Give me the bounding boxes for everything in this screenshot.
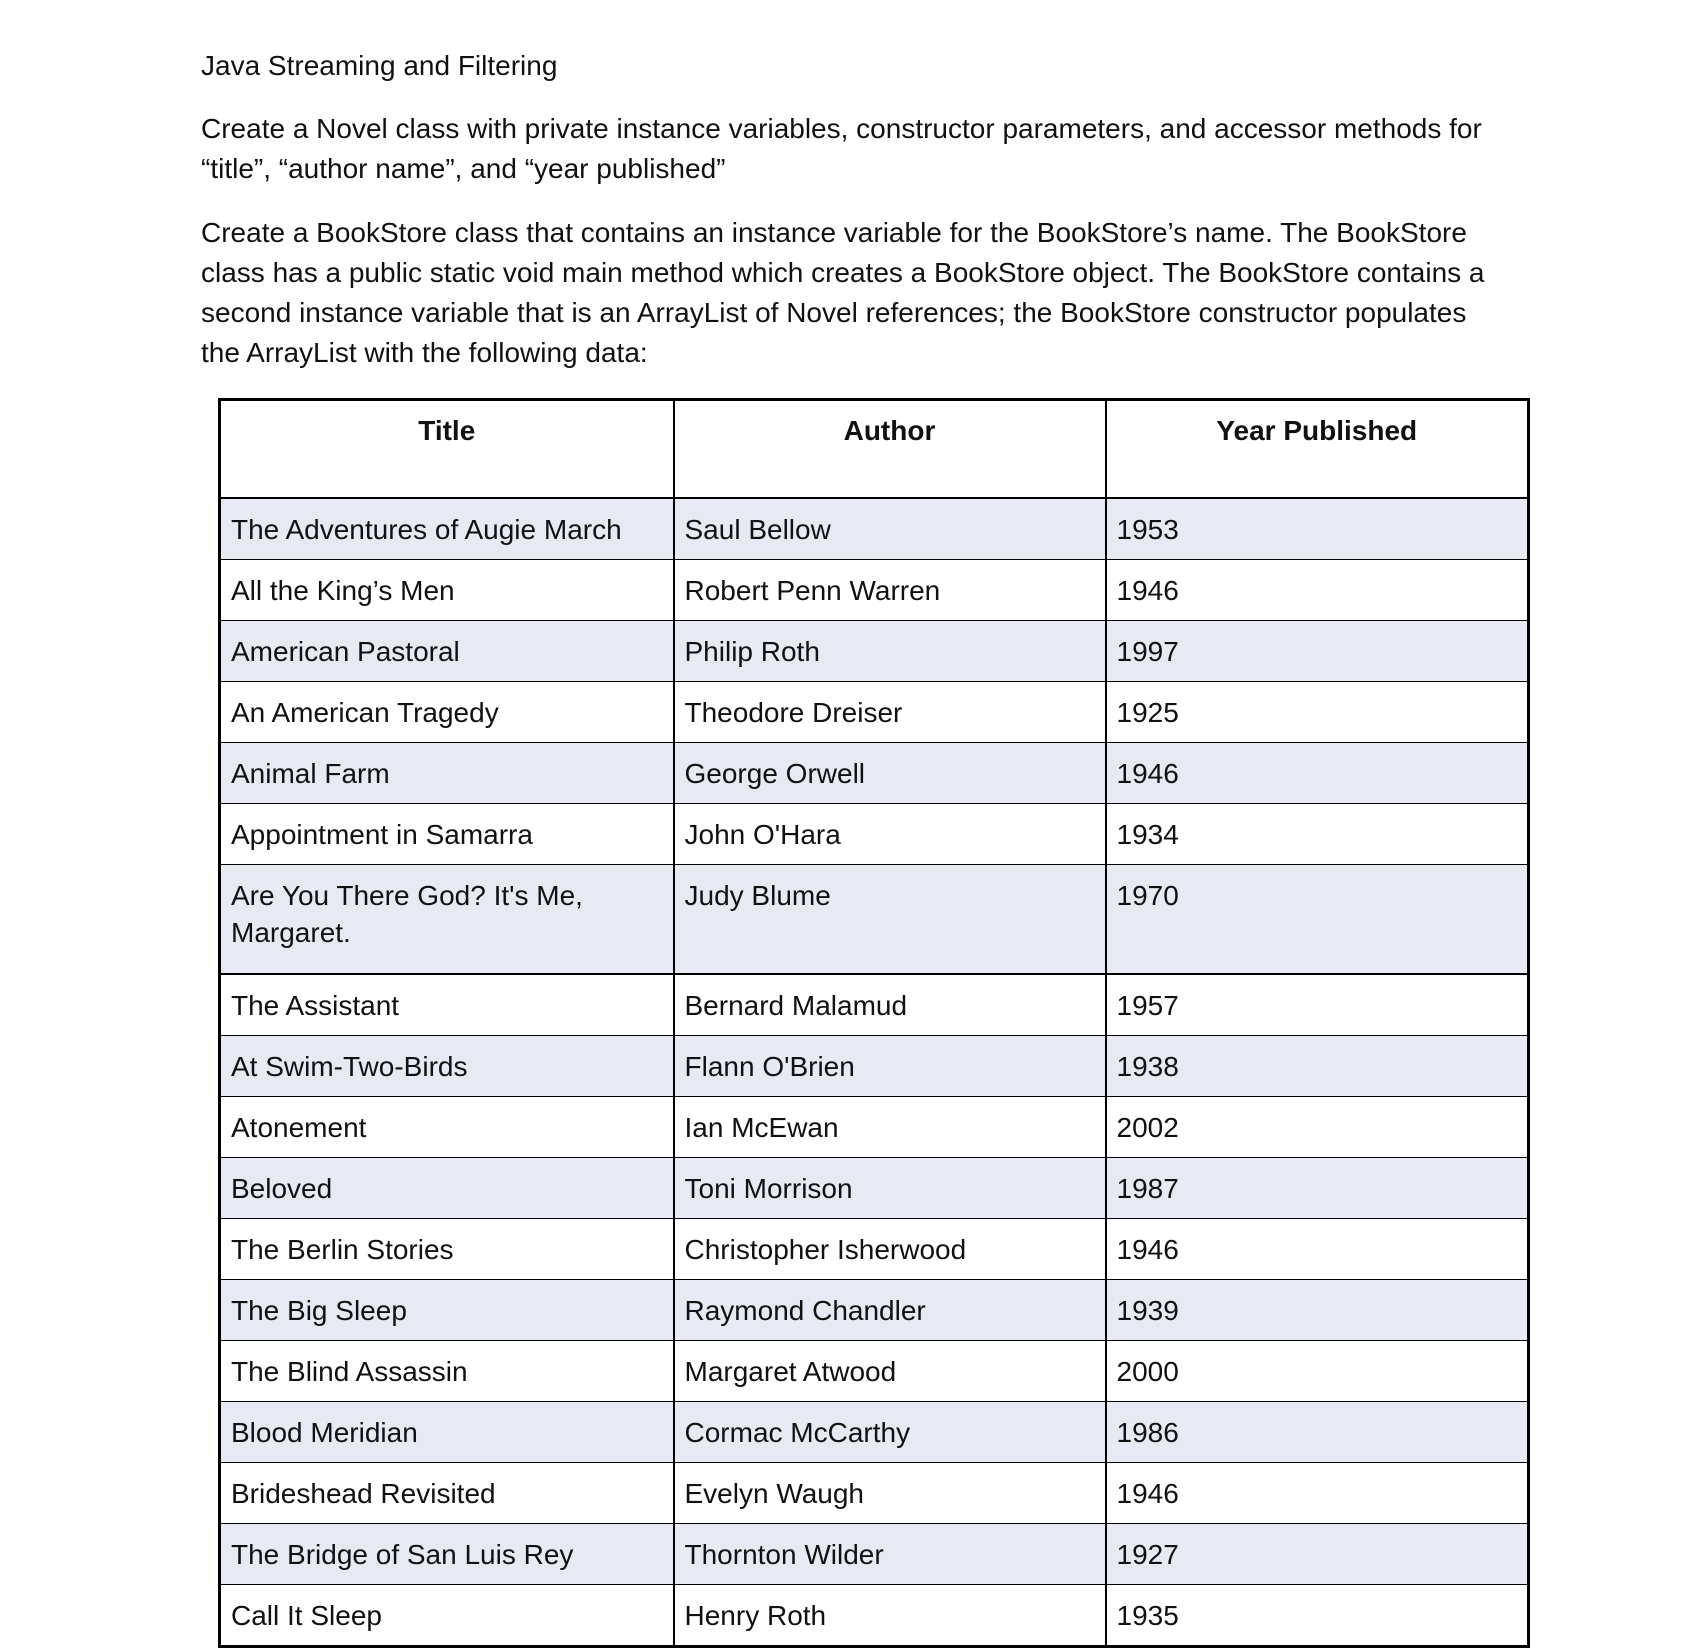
cell-year: 1946 — [1106, 1463, 1529, 1524]
cell-author: Judy Blume — [674, 865, 1106, 975]
paragraph-line: class has a public static void main method which creates a BookStore object. The BookStore contains a — [201, 257, 1485, 288]
table-row — [220, 1341, 1529, 1402]
paragraph-novel-class — [201, 109, 1531, 189]
table-row — [220, 621, 1529, 682]
cell-year: 1986 — [1106, 1402, 1529, 1463]
document-title: Java Streaming and Filtering — [201, 50, 558, 81]
table-row — [220, 865, 1529, 975]
cell-author: Thornton Wilder — [674, 1524, 1106, 1585]
cell-author: Raymond Chandler — [674, 1280, 1106, 1341]
cell-year: 1946 — [1106, 1219, 1529, 1280]
table-body — [220, 498, 1529, 1647]
paragraph-line: the ArrayList with the following data: — [201, 337, 648, 368]
cell-year: 2000 — [1106, 1341, 1529, 1402]
cell-year: 1953 — [1106, 498, 1529, 560]
cell-author: Saul Bellow — [674, 498, 1106, 560]
table-row — [220, 1402, 1529, 1463]
cell-author: Henry Roth — [674, 1585, 1106, 1647]
cell-author: Ian McEwan — [674, 1097, 1106, 1158]
cell-year: 1934 — [1106, 804, 1529, 865]
paragraph-bookstore-class — [201, 213, 1531, 373]
table-row — [220, 1036, 1529, 1097]
cell-title: All the King’s Men — [220, 560, 674, 621]
cell-title: Brideshead Revisited — [220, 1463, 674, 1524]
cell-title: The Assistant — [220, 974, 674, 1036]
table-header-row — [220, 400, 1529, 499]
table-row — [220, 1463, 1529, 1524]
cell-year: 1927 — [1106, 1524, 1529, 1585]
cell-title: Animal Farm — [220, 743, 674, 804]
cell-author: Margaret Atwood — [674, 1341, 1106, 1402]
cell-author: John O'Hara — [674, 804, 1106, 865]
cell-title: The Blind Assassin — [220, 1341, 674, 1402]
cell-author: Robert Penn Warren — [674, 560, 1106, 621]
table-row — [220, 1097, 1529, 1158]
table-row — [220, 682, 1529, 743]
cell-title: Appointment in Samarra — [220, 804, 674, 865]
cell-year: 1925 — [1106, 682, 1529, 743]
cell-year: 1987 — [1106, 1158, 1529, 1219]
table-row — [220, 804, 1529, 865]
cell-title: At Swim-Two-Birds — [220, 1036, 674, 1097]
cell-author: Theodore Dreiser — [674, 682, 1106, 743]
cell-title: Blood Meridian — [220, 1402, 674, 1463]
cell-year: 1957 — [1106, 974, 1529, 1036]
cell-author: Toni Morrison — [674, 1158, 1106, 1219]
cell-title: The Adventures of Augie March — [220, 498, 674, 560]
cell-author: Flann O'Brien — [674, 1036, 1106, 1097]
cell-title: American Pastoral — [220, 621, 674, 682]
cell-author: Philip Roth — [674, 621, 1106, 682]
cell-year: 1997 — [1106, 621, 1529, 682]
cell-title: Beloved — [220, 1158, 674, 1219]
cell-title: Call It Sleep — [220, 1585, 674, 1647]
cell-title: The Berlin Stories — [220, 1219, 674, 1280]
cell-title: An American Tragedy — [220, 682, 674, 743]
header-title: Title — [220, 400, 674, 499]
paragraph-line: Create a Novel class with private instance variables, constructor parameters, and accessor methods for — [201, 113, 1482, 144]
cell-year: 1935 — [1106, 1585, 1529, 1647]
table-row — [220, 1585, 1529, 1647]
cell-author: Bernard Malamud — [674, 974, 1106, 1036]
cell-year: 1946 — [1106, 560, 1529, 621]
table-row — [220, 560, 1529, 621]
cell-author: Evelyn Waugh — [674, 1463, 1106, 1524]
cell-year: 2002 — [1106, 1097, 1529, 1158]
cell-title: The Big Sleep — [220, 1280, 674, 1341]
cell-title: The Bridge of San Luis Rey — [220, 1524, 674, 1585]
table-row — [220, 1280, 1529, 1341]
cell-year: 1938 — [1106, 1036, 1529, 1097]
paragraph-line: “title”, “author name”, and “year published” — [201, 153, 726, 184]
cell-author: Cormac McCarthy — [674, 1402, 1106, 1463]
paragraph-line: second instance variable that is an ArrayList of Novel references; the BookStore constructor populates — [201, 297, 1467, 328]
cell-title: Atonement — [220, 1097, 674, 1158]
cell-year: 1946 — [1106, 743, 1529, 804]
table-row — [220, 974, 1529, 1036]
paragraph-line: Create a BookStore class that contains an instance variable for the BookStore’s name. The BookStore — [201, 217, 1467, 248]
cell-author: George Orwell — [674, 743, 1106, 804]
cell-year: 1939 — [1106, 1280, 1529, 1341]
header-author: Author — [674, 400, 1106, 499]
cell-title: Are You There God? It's Me, Margaret. — [220, 865, 674, 975]
table-row — [220, 743, 1529, 804]
table-row — [220, 498, 1529, 560]
header-year-published: Year Published — [1106, 400, 1529, 499]
cell-year: 1970 — [1106, 865, 1529, 975]
table-row — [220, 1158, 1529, 1219]
table-row — [220, 1219, 1529, 1280]
novel-table — [218, 398, 1530, 1648]
table-row — [220, 1524, 1529, 1585]
cell-author: Christopher Isherwood — [674, 1219, 1106, 1280]
